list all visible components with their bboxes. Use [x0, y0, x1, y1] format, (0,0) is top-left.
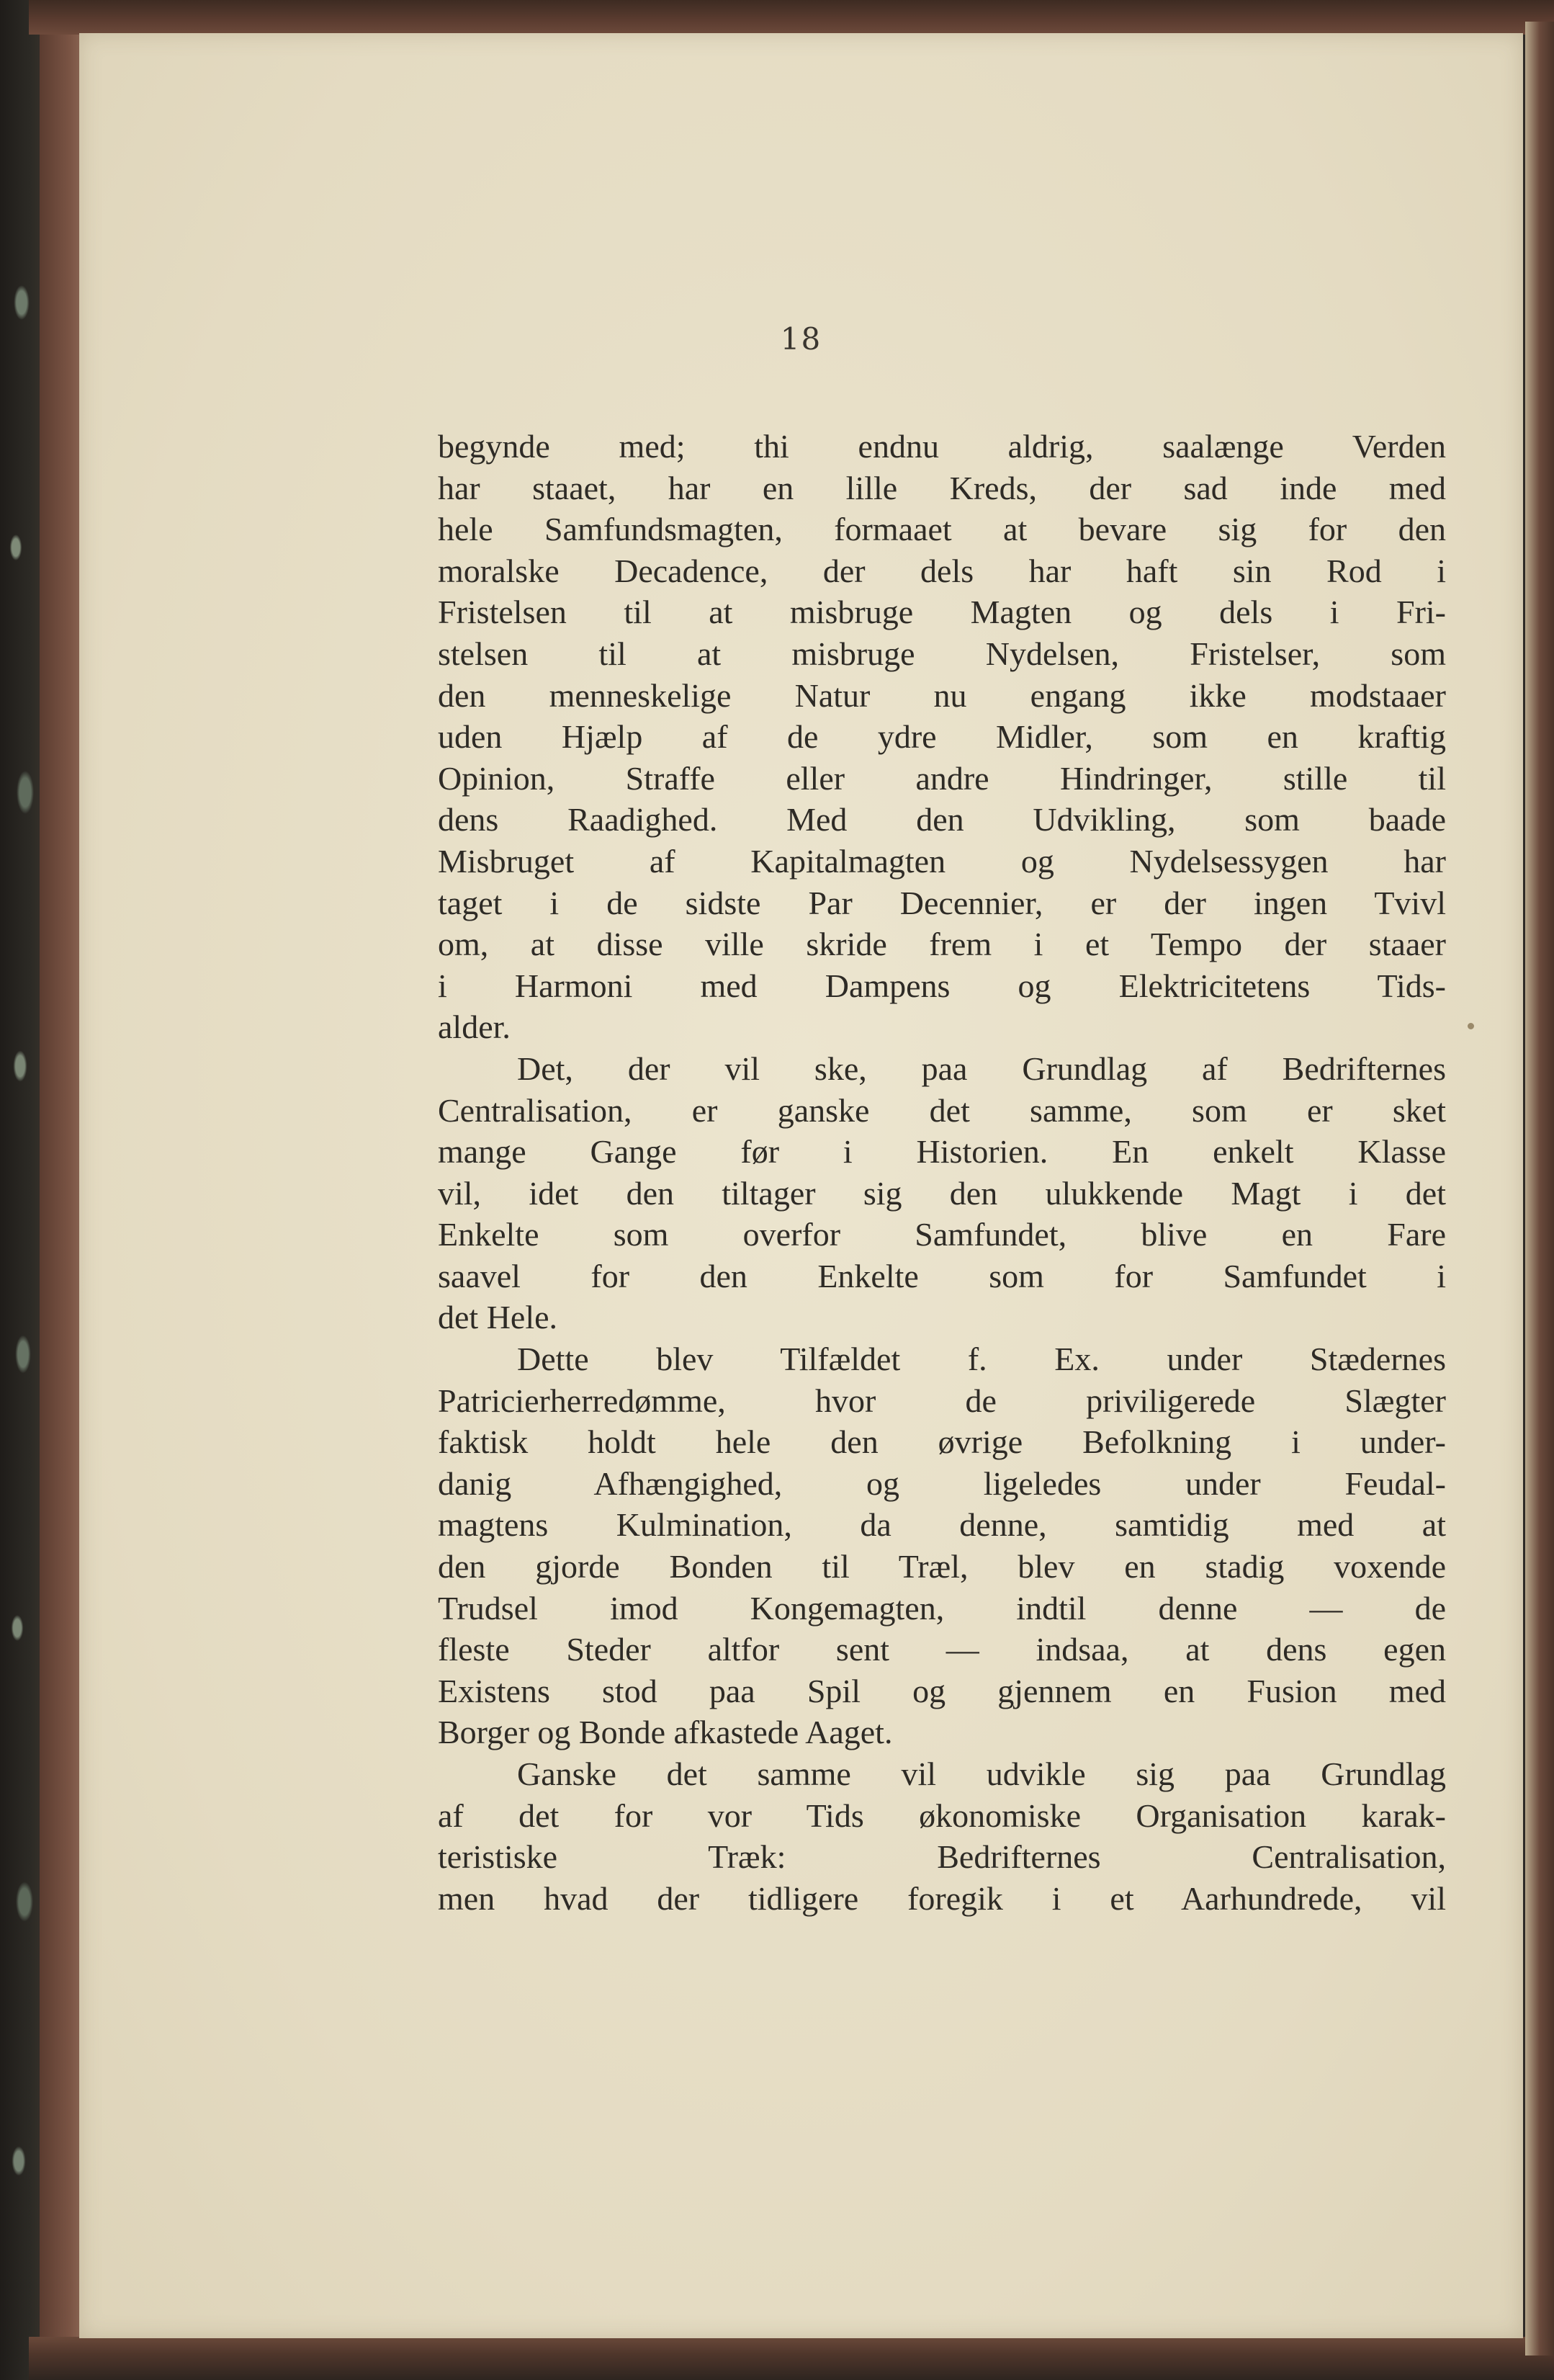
text-line: Det, der vil ske, paa Grundlag af Bedrifternes	[517, 1050, 1446, 1087]
text-line: Fristelsen til at misbruge Magten og dels i Fri-	[438, 594, 1446, 631]
text-line: fleste Steder altfor sent — indsaa, at dens egen	[438, 1631, 1446, 1668]
text-line: Opinion, Straffe eller andre Hindringer, stille til	[438, 759, 1446, 797]
text-line: Centralisation, er ganske det samme, som er sket	[438, 1091, 1446, 1129]
text-line: mange Gange før i Historien. En enkelt Klasse	[438, 1133, 1446, 1171]
text-line: stelsen til at misbruge Nydelsen, Fristelser, som	[438, 635, 1446, 672]
cover-edge-left	[40, 22, 83, 2356]
page-number: 18	[780, 321, 822, 357]
cover-edge-right	[1525, 22, 1554, 2356]
text-line: Patricierherredømme, hvor de priviligerede Slægter	[438, 1382, 1446, 1419]
text-line: Existens stod paa Spil og gjennem en Fusion med	[438, 1672, 1446, 1709]
print-speck	[1468, 1023, 1474, 1029]
text-line: faktisk holdt hele den øvrige Befolkning i under-	[438, 1423, 1446, 1461]
text-line: om, at disse ville skride frem i et Tempo der staaer	[438, 926, 1446, 963]
text-line: alder.	[438, 1008, 511, 1046]
text-line: begynde med; thi endnu aldrig, saalænge Verden	[438, 428, 1446, 465]
text-line: moralske Decadence, der dels har haft sin Rod i	[438, 552, 1446, 589]
text-line: det Hele.	[438, 1299, 558, 1336]
text-line: den menneskelige Natur nu engang ikke modstaaer	[438, 676, 1446, 714]
text-line: vil, idet den tiltager sig den ulukkende Magt i det	[438, 1174, 1446, 1212]
text-line: uden Hjælp af de ydre Midler, som en kraftig	[438, 718, 1446, 756]
text-line: hele Samfundsmagten, formaaet at bevare sig for den	[438, 511, 1446, 548]
text-line: men hvad der tidligere foregik i et Aarhundrede, vil	[438, 1879, 1446, 1917]
text-line: Ganske det samme vil udvikle sig paa Grundlag	[517, 1755, 1446, 1792]
text-line: danig Afhængighed, og ligeledes under Feudal-	[438, 1464, 1446, 1502]
text-line: Trudsel imod Kongemagten, indtil denne — de	[438, 1589, 1446, 1627]
text-line: saavel for den Enkelte som for Samfundet i	[438, 1257, 1446, 1294]
text-line: teristiske Træk: Bedrifternes Centralisation,	[438, 1838, 1446, 1876]
text-line: af det for vor Tids økonomiske Organisation karak-	[438, 1797, 1446, 1834]
text-line: Enkelte som overfor Samfundet, blive en Fare	[438, 1216, 1446, 1253]
text-line: den gjorde Bonden til Træl, blev en stadig voxende	[438, 1548, 1446, 1585]
text-line: har staaet, har en lille Kreds, der sad inde med	[438, 469, 1446, 506]
text-line: i Harmoni med Dampens og Elektricitetens Tids-	[438, 967, 1446, 1004]
text-line: Borger og Bonde afkastede Aaget.	[438, 1714, 893, 1751]
text-line: taget i de sidste Par Decennier, er der ingen Tvivl	[438, 884, 1446, 921]
text-line: Dette blev Tilfældet f. Ex. under Stædernes	[517, 1341, 1446, 1378]
text-line: magtens Kulmination, da denne, samtidig med at	[438, 1506, 1446, 1544]
cover-edge-top	[29, 0, 1554, 35]
text-line: Misbruget af Kapitalmagten og Nydelsessygen har	[438, 842, 1446, 880]
text-line: dens Raadighed. Med den Udvikling, som baade	[438, 801, 1446, 838]
paper-page	[79, 33, 1523, 2338]
cover-edge-bottom	[29, 2337, 1554, 2380]
body-text	[438, 426, 1446, 1919]
